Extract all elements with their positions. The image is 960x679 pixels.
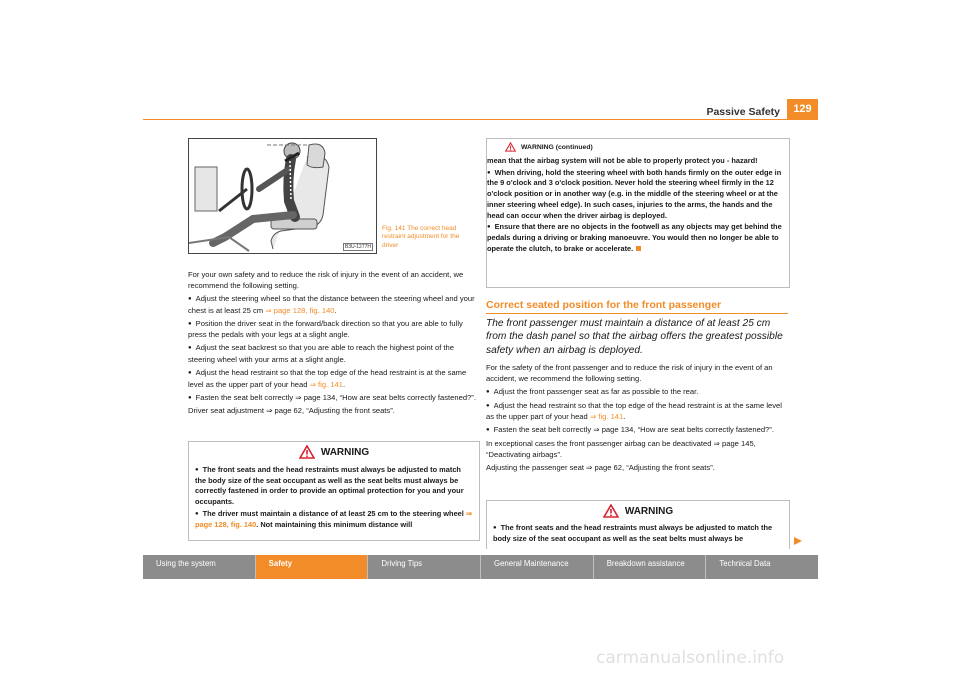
chapter-navigation-bar bbox=[143, 555, 818, 579]
warning-continued-title: WARNING (continued) bbox=[521, 143, 593, 151]
warning-title: WARNING bbox=[624, 505, 674, 517]
tab-general-maintenance[interactable]: General Maintenance bbox=[481, 555, 594, 579]
warning-continued-box bbox=[486, 138, 790, 288]
list-item: ● Adjust the seat backrest so that you are able to reach the highest point of the steering wheel with your arms at a slight angle. bbox=[188, 342, 478, 365]
warning-box bbox=[188, 441, 480, 541]
end-of-section-marker bbox=[636, 246, 641, 251]
list-item: ● Adjust the steering wheel so that the distance between the steering wheel and your chest is at least 25 cm ⇒ page 128, fig. 140. bbox=[188, 293, 478, 316]
driver-seat-illustration bbox=[188, 138, 377, 254]
watermark: carmanualsonline.info bbox=[596, 648, 785, 668]
warning-triangle-icon bbox=[299, 445, 315, 459]
tab-safety[interactable]: Safety bbox=[256, 555, 369, 579]
tab-using-the-system[interactable]: Using the system bbox=[143, 555, 256, 579]
paragraph: Adjusting the passenger seat ⇒ page 62, “Adjusting the front seats”. bbox=[486, 463, 715, 473]
tab-driving-tips[interactable]: Driving Tips bbox=[368, 555, 481, 579]
adjustment-reference: Driver seat adjustment ⇒ page 62, “Adjusting the front seats”. bbox=[188, 406, 395, 416]
warning-box bbox=[486, 500, 790, 549]
figure-caption: Fig. 141 The correct head restraint adjustment for the driver bbox=[382, 225, 460, 249]
warning-item: ● The driver must maintain a distance of at least 25 cm to the steering wheel ⇒ page 128, fig. 140. Not maintaining this minimum distance will bbox=[195, 509, 473, 530]
list-item: ● Adjust the head restraint so that the top edge of the head restraint is at the same level as the upper part of your head ⇒ fig. 141. bbox=[486, 400, 789, 423]
tab-breakdown-assistance[interactable]: Breakdown assistance bbox=[594, 555, 707, 579]
warning-triangle-icon bbox=[505, 142, 516, 152]
section-heading: Correct seated position for the front passenger bbox=[486, 299, 722, 311]
section-header-title: Passive Safety bbox=[706, 106, 780, 118]
next-page-arrow-icon[interactable] bbox=[793, 536, 803, 546]
left-column bbox=[188, 269, 478, 418]
fig-141-link[interactable]: ⇒ fig. 141 bbox=[589, 412, 624, 422]
warning-item: ● The front seats and the head restraints must always be adjusted to match the body size of the seat occupant as well as the seat belts must always be bbox=[493, 523, 783, 544]
list-item: ● Fasten the seat belt correctly ⇒ page 134, “How are seat belts correctly fastened?”. bbox=[486, 424, 789, 436]
figure-code: B3U-1277H bbox=[344, 244, 371, 250]
warning-triangle-icon bbox=[603, 504, 619, 518]
warning-item: ● When driving, hold the steering wheel with both hands firmly on the outer edge in the 9 o'clock and 3 o'clock position. Never hold the steering wheel firmly in the 12 o'clock position or in another way (e.g. in the middle of the steering wheel or at the inner steering wheel edge). In such cases, injuries to the arms, the hands and the head can occur when the driver airbag is deployed. bbox=[487, 168, 785, 222]
section-rule bbox=[486, 313, 788, 314]
warning-item: ● The front seats and the head restraints must always be adjusted to match the body size of the seat occupant as well as the seat belts must always be correctly fastened in order to provide an optimal protection for you and your occupants. bbox=[195, 465, 473, 508]
header-rule bbox=[143, 119, 818, 120]
warning-title: WARNING bbox=[320, 446, 370, 458]
section-intro: The front passenger must maintain a distance of at least 25 cm from the dash panel so that the airbag offers the greatest possible safety when an airbag is deployed. bbox=[486, 318, 783, 356]
list-item: ● Adjust the head restraint so that the top edge of the head restraint is at the same level as the upper part of your head ⇒ fig. 141. bbox=[188, 367, 478, 390]
list-item: ● Adjust the front passenger seat as far as possible to the rear. bbox=[486, 386, 789, 398]
tab-technical-data[interactable]: Technical Data bbox=[719, 559, 771, 568]
fig-140-link[interactable]: ⇒ page 128, fig. 140 bbox=[195, 508, 473, 529]
paragraph: In exceptional cases the front passenger airbag can be deactivated ⇒ page 145, “Deactivating airbags”. bbox=[486, 439, 756, 460]
fig-140-link[interactable]: ⇒ page 128, fig. 140 bbox=[265, 305, 335, 315]
driver-seat-drawing bbox=[189, 139, 376, 253]
list-item: ● Fasten the seat belt correctly ⇒ page 134, “How are seat belts correctly fastened?”. bbox=[188, 392, 478, 404]
intro-paragraph: For your own safety and to reduce the risk of injury in the event of an accident, we recommend the following setting. bbox=[188, 270, 464, 290]
right-column bbox=[486, 362, 789, 475]
warning-item: ● Ensure that there are no objects in the footwell as any objects may get behind the pedals during a driving or braking manoeuvre. You would then no longer be able to operate the clutch, to brake or accelerate. bbox=[487, 222, 785, 254]
warning-item: mean that the airbag system will not be able to properly protect you - hazard! bbox=[487, 156, 758, 165]
page-number: 129 bbox=[787, 99, 818, 119]
fig-141-link[interactable]: ⇒ fig. 141 bbox=[309, 379, 343, 389]
paragraph: For the safety of the front passenger and to reduce the risk of injury in the event of an accident, we recommend the following setting. bbox=[486, 363, 773, 383]
list-item: ● Position the driver seat in the forward/back direction so that you are able to fully press the pedals with your legs at a slight angle. bbox=[188, 318, 478, 341]
